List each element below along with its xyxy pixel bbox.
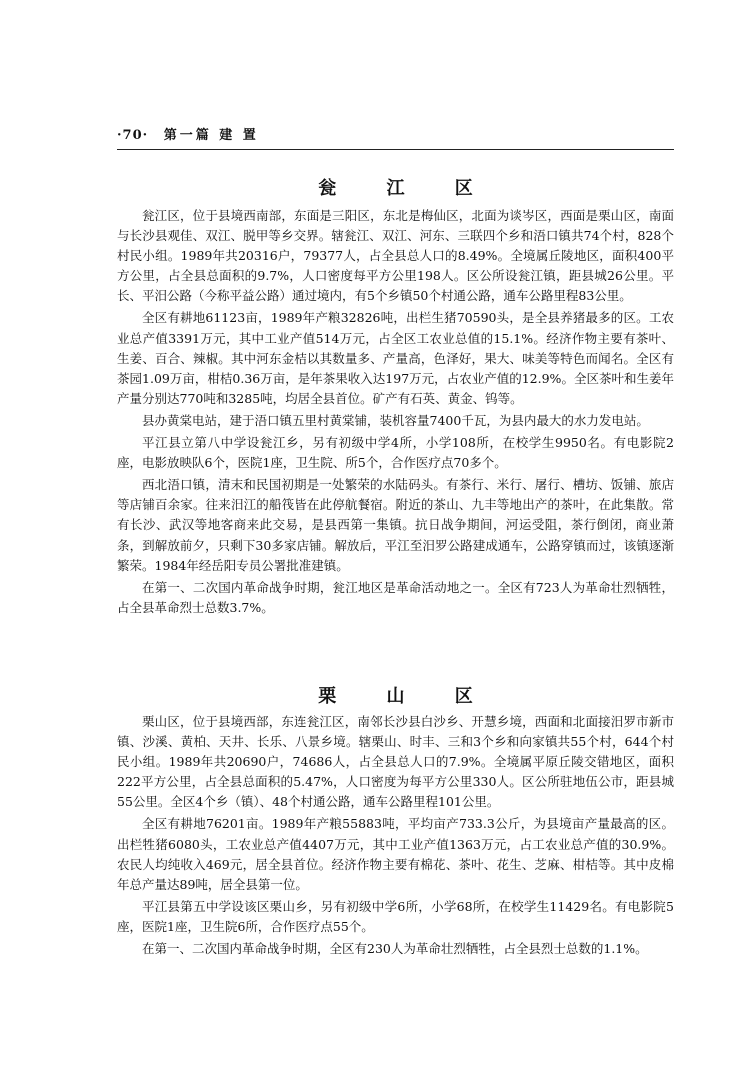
paragraph: 在第一、二次国内革命战争时期，全区有230人为革命壮烈牺牲，占全县烈士总数的1.1%。 (142, 941, 648, 957)
paragraph: 栗山区，位于县境西部，东连瓮江区，南邻长沙县白沙乡、开慧乡境，西面和北面接汨罗市新市镇、沙溪、黄柏、天井、长乐、八景乡境。辖栗山、时丰、三和3个乡和向家镇共55个村，644个村民小组。1989年共20690户，74686人，占全县总人口的7.9%。全境属平原丘陵交错地区，面积222平方公里，占全县总面积的5.47%，人口密度为每平方公里330人。区公所驻地伍公市，距县城55公里。全区4个乡（镇）、48个村通公路，通车公路里程101公里。 (117, 714, 674, 810)
section-body-lishan (117, 712, 674, 961)
paragraph: 平江县立第八中学设瓮江乡，另有初级中学4所，小学108所，在校学生9950名。有电影院2座，电影放映队6个，医院1座，卫生院、所5个，合作医疗点70多个。 (117, 435, 674, 471)
header-rule (117, 149, 674, 150)
district-title-lishan: 栗 山 区 (318, 686, 495, 707)
running-header (117, 124, 259, 143)
paragraph: 县办黄棠电站，建于浯口镇五里村黄棠铺，装机容量7400千瓦，为县内最大的水力发电站。 (142, 412, 649, 428)
paragraph: 全区有耕地61123亩，1989年产粮32826吨，出栏生猪70590头，是全县养猪最多的区。工农业总产值3391万元，其中工业产值514万元，占全区工农业总值的15.1%。经济作物主要有茶叶、生姜、百合、辣椒。其中河东金桔以其数量多、产量高，色泽好，果大、味美等特色而闻名。全区有茶园1.09万亩，柑桔0.36万亩，是年茶果收入达197万元，占农业产值的12.9%。全区茶叶和生姜年产量分别达770吨和3285吨，均居全县首位。矿产有石英、黄金、钨等。 (117, 310, 674, 406)
district-title-wengjiang: 瓮 江 区 (318, 178, 495, 199)
section-body-wengjiang (117, 206, 674, 620)
section-title: 第一篇 建 置 (163, 128, 259, 143)
paragraph: 平江县第五中学设该区栗山乡，另有初级中学6所，小学68所，在校学生11429名。有电影院5座，医院1座，卫生院6所，合作医疗点55个。 (117, 898, 674, 934)
paragraph: 瓮江区，位于县境西南部，东面是三阳区，东北是梅仙区，北面为谈岑区，西面是栗山区，南面与长沙县观佳、双江、脱甲等乡交界。辖瓮江、双江、河东、三联四个乡和浯口镇共74个村，828个村民小组。1989年共20316户，79377人，占全县总人口的8.49%。全境属丘陵地区，面积400平方公里，占全县总面积的9.7%，人口密度每平方公里198人。区公所设瓮江镇，距县城26公里。平长、平汨公路（今称平益公路）通过境内，有5个乡镇50个村通公路，通车公路里程83公里。 (117, 208, 674, 304)
paragraph: 西北浯口镇，清末和民国初期是一处繁荣的水陆码头。有茶行、米行、屠行、槽坊、饭铺、旅店等店铺百余家。往来汨江的船筏皆在此停航餐宿。附近的茶山、九丰等地出产的茶叶，在此集散。常有长沙、武汉等地客商来此交易，是县西第一集镇。抗日战争期间，河运受阻，茶行倒闭，商业萧条，到解放前夕，只剩下30多家店铺。解放后，平江至汨罗公路建成通车，公路穿镇而过，该镇逐渐繁荣。1984年经岳阳专员公署批准建镇。 (117, 477, 674, 573)
page-number: ·70· (117, 128, 149, 143)
paragraph: 在第一、二次国内革命战争时期，瓮江地区是革命活动地之一。全区有723人为革命壮烈牺牲，占全县革命烈士总数3.7%。 (117, 579, 674, 615)
paragraph: 全区有耕地76201亩。1989年产粮55883吨，平均亩产733.3公斤，为县境亩产量最高的区。出栏牲猪6080头，工农业总产值4407万元，其中工业产值1363万元，占工农业总产值的30.9%。农民人均纯收入469元，居全县首位。经济作物主要有棉花、茶叶、花生、芝麻、柑桔等。其中皮棉年总产量达89吨，居全县第一位。 (117, 816, 674, 892)
